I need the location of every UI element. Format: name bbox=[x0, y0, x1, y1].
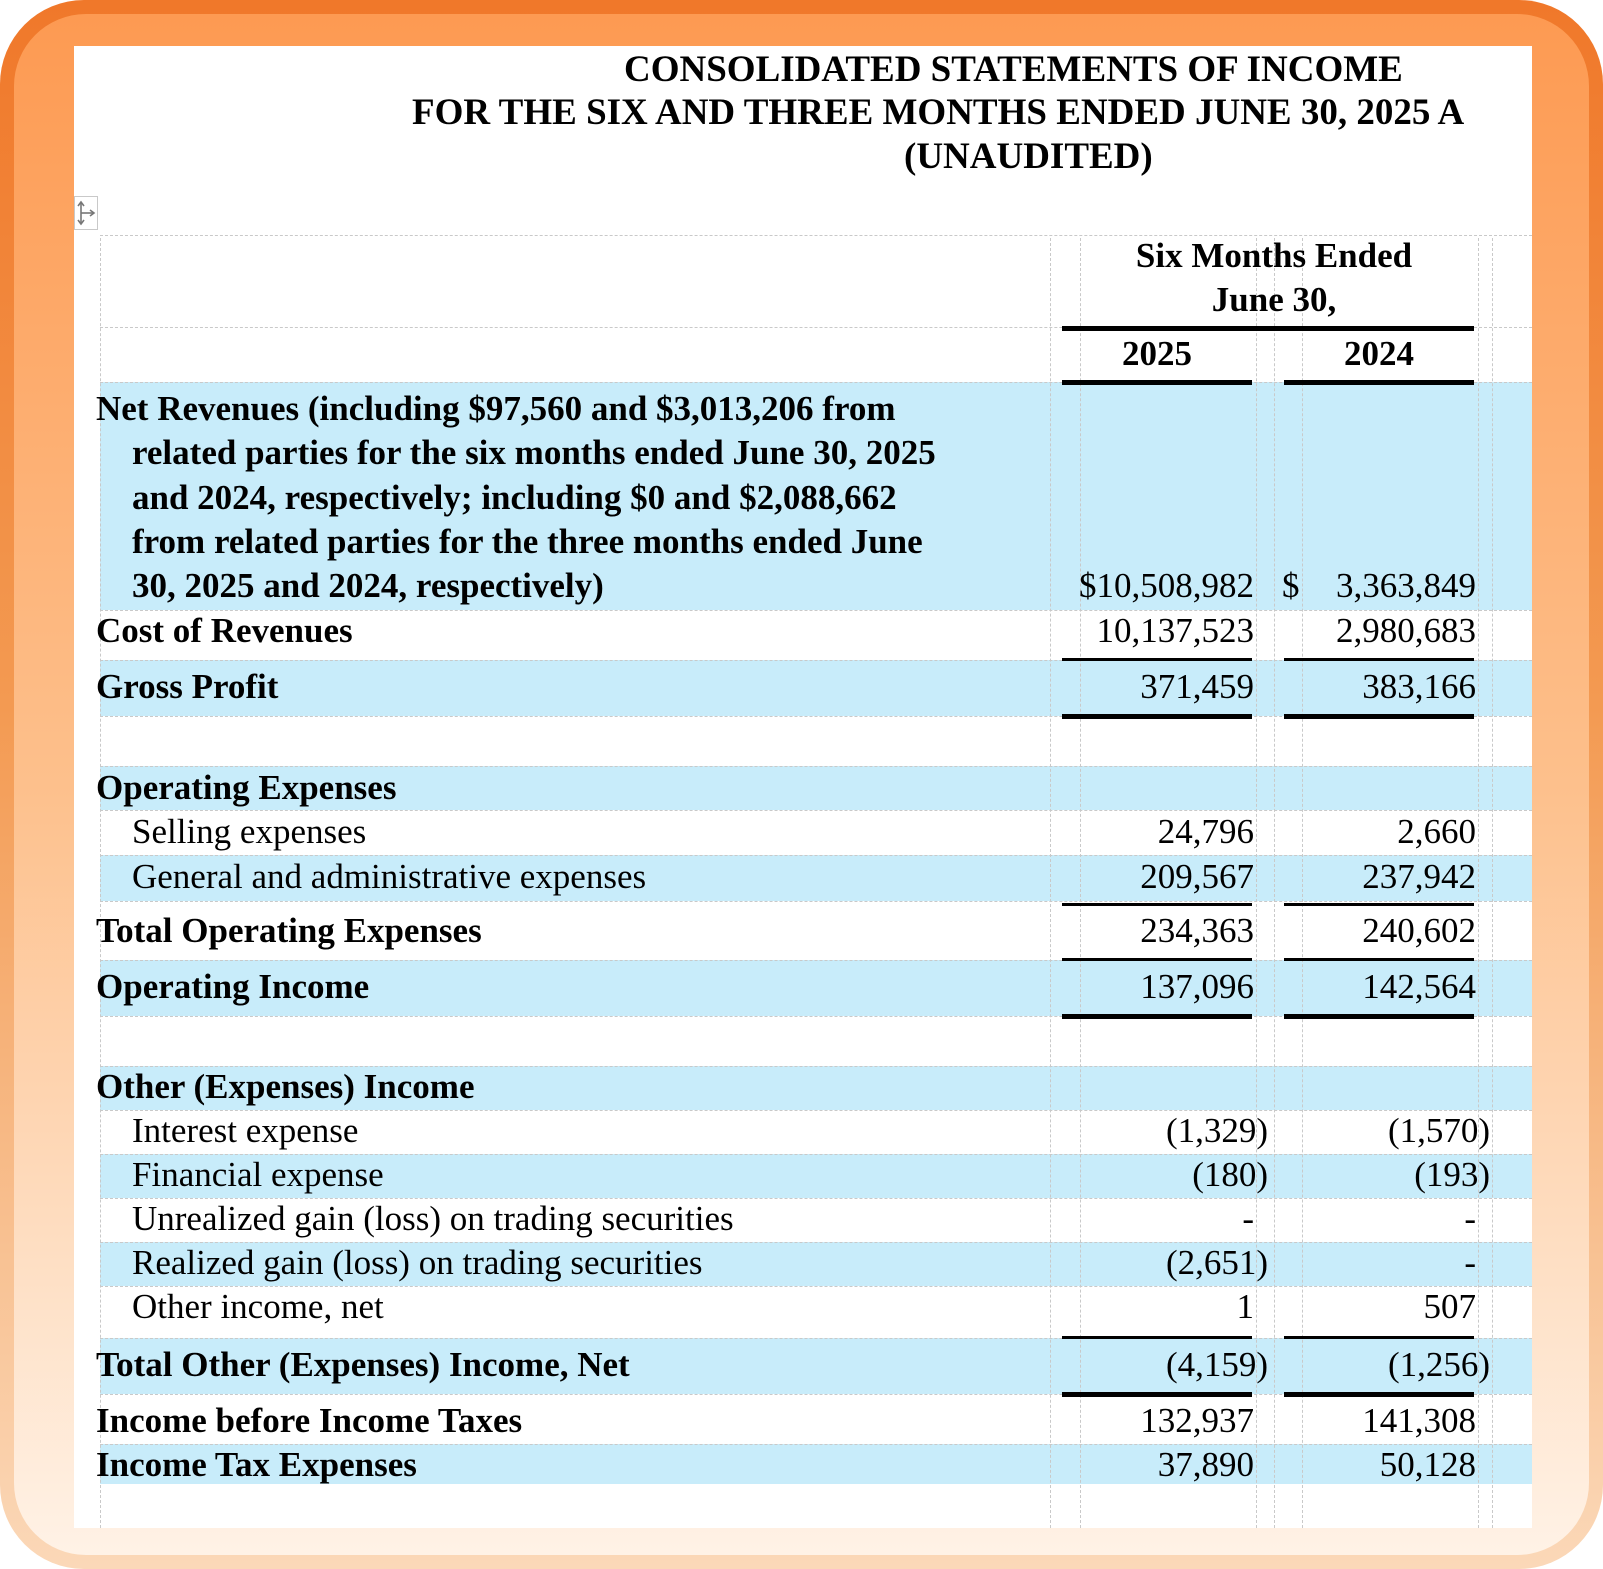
value-2025: 209,567 bbox=[1140, 857, 1254, 896]
currency-symbol: $ bbox=[1282, 566, 1300, 605]
value-2024: 2,660 bbox=[1397, 812, 1476, 851]
period-header-line1: Six Months Ended bbox=[1135, 236, 1413, 275]
value-2025: 137,096 bbox=[1140, 967, 1254, 1006]
value-2024: 142,564 bbox=[1362, 967, 1476, 1006]
value-2024: (1,256) bbox=[1387, 1345, 1490, 1384]
value-2025: 371,459 bbox=[1140, 667, 1254, 706]
row-label: Realized gain (loss) on trading securities bbox=[132, 1243, 703, 1282]
value-2024: (1,570) bbox=[1387, 1111, 1490, 1150]
row-label: Cost of Revenues bbox=[96, 611, 353, 650]
value-2024: - bbox=[1464, 1243, 1476, 1282]
value-2024: - bbox=[1464, 1199, 1476, 1238]
column-header-2024: 2024 bbox=[1344, 334, 1414, 373]
row-label: Total Operating Expenses bbox=[96, 911, 482, 950]
period-header bbox=[1064, 234, 1484, 322]
row-label: Unrealized gain (loss) on trading securities bbox=[132, 1199, 734, 1238]
value-2024: 240,602 bbox=[1362, 911, 1476, 950]
section-heading-operating-expenses: Operating Expenses bbox=[96, 768, 397, 807]
value-2025: 37,890 bbox=[1157, 1445, 1254, 1484]
value-2025: (180) bbox=[1192, 1155, 1268, 1194]
statement-audit-status: (UNAUDITED) bbox=[904, 136, 1153, 177]
value-2025: 10,137,523 bbox=[1096, 611, 1254, 650]
row-label-line: 30, 2025 and 2024, respectively) bbox=[132, 566, 604, 605]
value-2025: 132,937 bbox=[1140, 1401, 1254, 1440]
row-label: Operating Income bbox=[96, 967, 370, 1006]
row-label: Interest expense bbox=[132, 1111, 359, 1150]
value-2024: 2,980,683 bbox=[1336, 611, 1476, 650]
value-2024: 507 bbox=[1423, 1287, 1476, 1326]
row-label-line: from related parties for the three months ended June bbox=[132, 522, 923, 561]
value-2025: (1,329) bbox=[1165, 1111, 1268, 1150]
value-2025: $10,508,982 bbox=[1079, 566, 1254, 605]
value-2024: 237,942 bbox=[1362, 857, 1476, 896]
row-label: Income Tax Expenses bbox=[96, 1445, 417, 1484]
row-label-line: and 2024, respectively; including $0 and $2,088,662 bbox=[132, 478, 897, 517]
value-2024: 383,166 bbox=[1362, 667, 1476, 706]
value-2025: (2,651) bbox=[1165, 1243, 1268, 1282]
row-label-line: Net Revenues (including $97,560 and $3,013,206 from bbox=[96, 389, 896, 428]
value-2025: 234,363 bbox=[1140, 911, 1254, 950]
statement-title: CONSOLIDATED STATEMENTS OF INCOME bbox=[624, 49, 1403, 90]
value-2024: 50,128 bbox=[1379, 1445, 1476, 1484]
row-label: Income before Income Taxes bbox=[96, 1401, 523, 1440]
table-move-handle-icon[interactable] bbox=[74, 196, 98, 230]
value-2024: 141,308 bbox=[1362, 1401, 1476, 1440]
value-2024: 3,363,849 bbox=[1336, 566, 1476, 605]
row-label: Other income, net bbox=[132, 1287, 384, 1326]
value-2024: (193) bbox=[1414, 1155, 1490, 1194]
value-2025: (4,159) bbox=[1165, 1345, 1268, 1384]
row-label-line: related parties for the six months ended June 30, 2025 bbox=[132, 433, 936, 472]
row-label: Total Other (Expenses) Income, Net bbox=[96, 1345, 630, 1384]
row-label: Financial expense bbox=[132, 1155, 384, 1194]
document-page bbox=[74, 46, 1532, 1528]
value-2025: - bbox=[1242, 1199, 1254, 1238]
column-header-2025: 2025 bbox=[1122, 334, 1192, 373]
row-label: Selling expenses bbox=[132, 812, 367, 851]
period-header-line2: June 30, bbox=[1211, 280, 1337, 319]
value-2025: 24,796 bbox=[1157, 812, 1254, 851]
statement-period: FOR THE SIX AND THREE MONTHS ENDED JUNE 30, 2025 A bbox=[412, 92, 1465, 133]
row-label: Gross Profit bbox=[96, 667, 279, 706]
section-heading-other-expenses-income: Other (Expenses) Income bbox=[96, 1067, 475, 1106]
row-label: General and administrative expenses bbox=[132, 857, 647, 896]
value-2025: 1 bbox=[1236, 1287, 1254, 1326]
